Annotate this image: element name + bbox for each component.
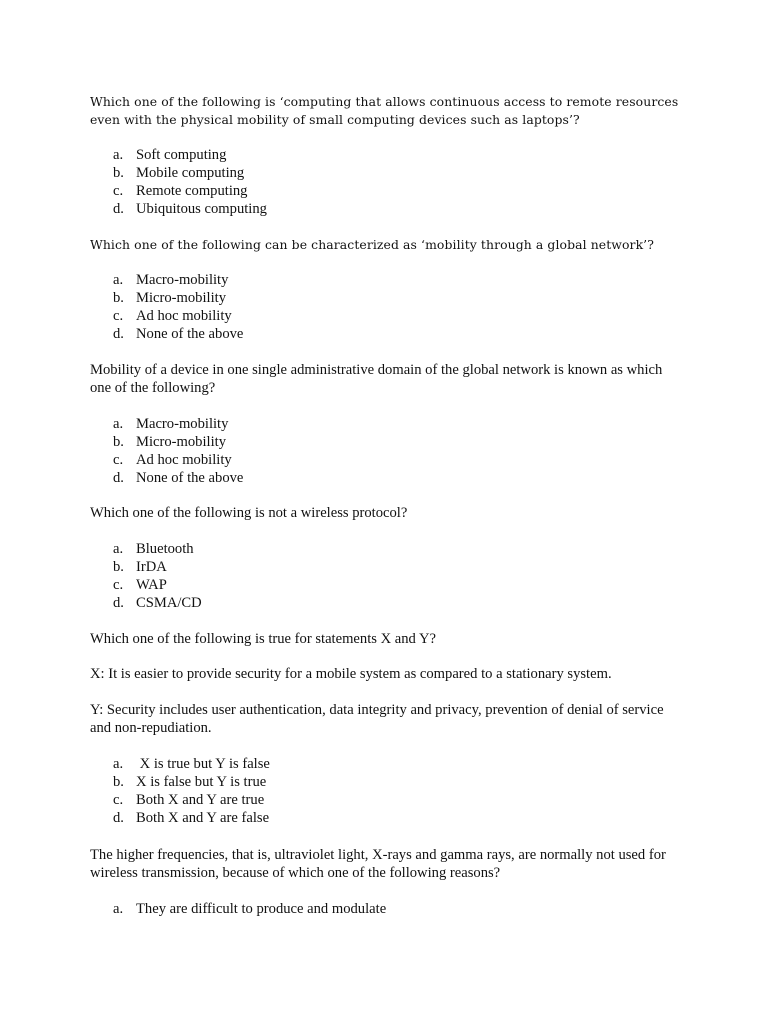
option-item bbox=[110, 809, 270, 827]
option-label: b. bbox=[113, 165, 124, 181]
option-text: They are difficult to produce and modulate bbox=[136, 901, 387, 917]
option-item bbox=[110, 755, 270, 773]
option-item bbox=[110, 182, 267, 200]
option-text: X is true but Y is false bbox=[136, 756, 270, 772]
question-6-options bbox=[110, 900, 386, 918]
question-4-options bbox=[110, 540, 202, 612]
option-item bbox=[110, 325, 243, 343]
question-1-text: Which one of the following is ‘computing that allows continuous access to remote resources even with the physical mobility of small computing devices such as laptops’? bbox=[90, 94, 679, 127]
statement-y: Y: Security includes user authentication, data integrity and privacy, prevention of denial of service and non-repudiation. bbox=[90, 702, 664, 736]
option-text: Mobile computing bbox=[136, 165, 245, 181]
option-item bbox=[110, 433, 243, 451]
question-2-options bbox=[110, 271, 243, 343]
option-text: Macro-mobility bbox=[136, 272, 229, 288]
option-item bbox=[110, 576, 202, 594]
option-label: a. bbox=[113, 416, 124, 432]
option-label: c. bbox=[113, 792, 124, 808]
option-item bbox=[110, 146, 267, 164]
question-5-options bbox=[110, 755, 270, 827]
option-item bbox=[110, 200, 267, 218]
option-item bbox=[110, 164, 267, 182]
option-label: c. bbox=[113, 577, 124, 593]
option-item bbox=[110, 540, 202, 558]
option-text: None of the above bbox=[136, 470, 244, 486]
option-text: WAP bbox=[136, 577, 167, 593]
option-item bbox=[110, 415, 243, 433]
question-4-text: Which one of the following is not a wireless protocol? bbox=[90, 505, 408, 521]
option-label: a. bbox=[113, 147, 124, 163]
option-label: d. bbox=[113, 470, 124, 486]
option-text: Ad hoc mobility bbox=[136, 452, 232, 468]
option-item bbox=[110, 451, 243, 469]
option-text: None of the above bbox=[136, 326, 244, 342]
option-item bbox=[110, 773, 270, 791]
option-text: Soft computing bbox=[136, 147, 227, 163]
option-item bbox=[110, 791, 270, 809]
option-label: b. bbox=[113, 434, 124, 450]
option-item bbox=[110, 594, 202, 612]
option-label: a. bbox=[113, 272, 124, 288]
question-3-text: Mobility of a device in one single administrative domain of the global network is known as which one of the following? bbox=[90, 362, 663, 396]
option-label: d. bbox=[113, 326, 124, 342]
option-item bbox=[110, 558, 202, 576]
question-1-options bbox=[110, 146, 267, 218]
option-text: Both X and Y are false bbox=[136, 810, 270, 826]
statement-x: X: It is easier to provide security for a mobile system as compared to a stationary system. bbox=[90, 666, 612, 682]
option-label: a. bbox=[113, 541, 124, 557]
option-item bbox=[110, 900, 386, 918]
option-text: Both X and Y are true bbox=[136, 792, 265, 808]
option-label: c. bbox=[113, 452, 124, 468]
option-text: Micro-mobility bbox=[136, 434, 226, 450]
option-label: c. bbox=[113, 183, 124, 199]
question-6-text: The higher frequencies, that is, ultraviolet light, X-rays and gamma rays, are normally not used for wireless transmission, because of which one of the following reasons? bbox=[90, 847, 666, 881]
option-text: Ad hoc mobility bbox=[136, 308, 232, 324]
question-2-text: Which one of the following can be characterized as ‘mobility through a global network’? bbox=[90, 237, 654, 252]
option-label: b. bbox=[113, 290, 124, 306]
option-label: b. bbox=[113, 774, 124, 790]
option-text: Remote computing bbox=[136, 183, 248, 199]
option-item bbox=[110, 469, 243, 487]
option-item bbox=[110, 289, 243, 307]
question-3-options bbox=[110, 415, 243, 487]
option-item bbox=[110, 271, 243, 289]
option-label: a. bbox=[113, 756, 124, 772]
option-label: d. bbox=[113, 201, 124, 217]
option-item bbox=[110, 307, 243, 325]
option-text: Bluetooth bbox=[136, 541, 194, 557]
option-text: Macro-mobility bbox=[136, 416, 229, 432]
option-label: d. bbox=[113, 595, 124, 611]
question-5-text: Which one of the following is true for statements X and Y? bbox=[90, 631, 436, 647]
option-text: Micro-mobility bbox=[136, 290, 226, 306]
option-label: a. bbox=[113, 901, 124, 917]
option-label: c. bbox=[113, 308, 124, 324]
option-label: b. bbox=[113, 559, 124, 575]
option-text: IrDA bbox=[136, 559, 167, 575]
option-text: Ubiquitous computing bbox=[136, 201, 267, 217]
option-text: CSMA/CD bbox=[136, 595, 202, 611]
option-label: d. bbox=[113, 810, 124, 826]
option-text: X is false but Y is true bbox=[136, 774, 267, 790]
